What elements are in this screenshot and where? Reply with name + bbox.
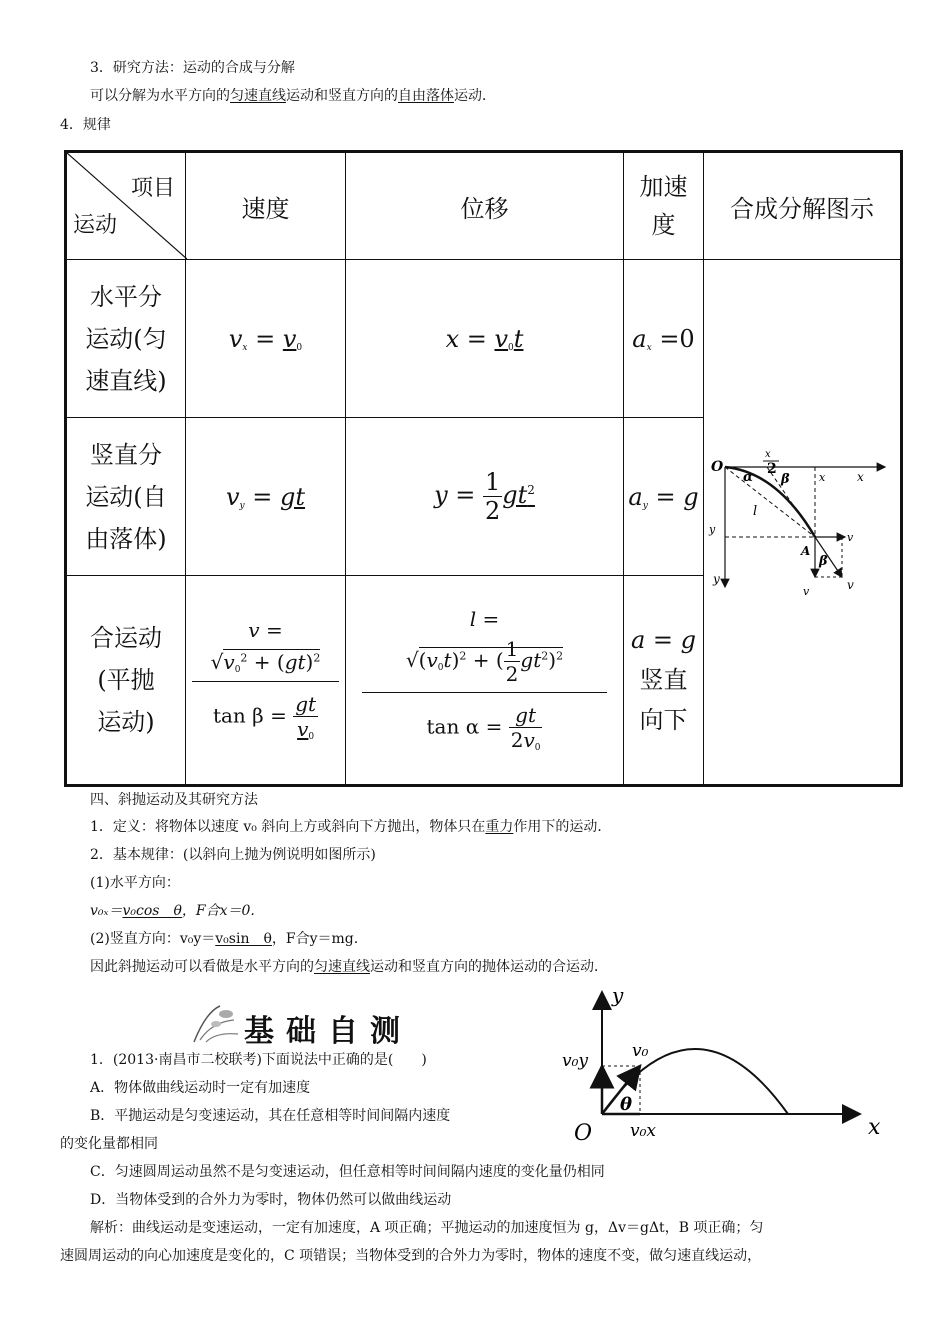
beta-label: β (781, 472, 790, 487)
header-motion: 运动 (73, 213, 118, 238)
text: 运动(匀 (85, 324, 167, 353)
header-displacement: 位移 (346, 152, 624, 260)
x-axis-label: x (868, 1115, 881, 1140)
horizontal-eq (90, 901, 255, 921)
blank-answer: v₀sin θ (215, 931, 272, 947)
option-b-cont: 的变化量都相同 (60, 1136, 158, 1152)
v-formula: v = $√v_0^2 + (gt)^2$ tan β = $\frac{gt}{v_0}$ (186, 576, 346, 786)
option-b: B．平抛运动是匀变速运动，其在任意相等时间间隔内速度 (90, 1108, 451, 1124)
conclusion-line (90, 957, 608, 977)
row-combined (66, 576, 186, 786)
text: 因此斜抛运动可以看做是水平方向的 (90, 959, 314, 975)
question-1: 1．(2013·南昌市二校联考)下面说法中正确的是( ) (90, 1052, 427, 1068)
text: (2)竖直方向：v₀y＝ (90, 931, 216, 947)
vx-label: v (847, 531, 854, 544)
rule-line: 2．基本规律：(以斜向上抛为例说明如图所示) (90, 847, 376, 863)
text: 运动． (454, 88, 496, 104)
text: (平抛 (97, 666, 155, 694)
text: 向下 (639, 706, 688, 734)
diag-header (66, 152, 186, 260)
ya-label: y (709, 523, 716, 536)
text: 竖直 (639, 666, 688, 694)
tan-alpha-text: tan α = (426, 714, 503, 739)
a-label: A (801, 544, 811, 558)
option-c: C．匀速圆周运动虽然不是匀变速运动，但任意相等时间间隔内速度的变化量仍相同 (90, 1164, 605, 1180)
alpha-label: α (743, 470, 754, 485)
ay-formula: $a_y = g$ (624, 418, 704, 576)
vy-label: v (803, 585, 810, 598)
definition-line (90, 817, 611, 837)
text: v₀ₓ＝ (90, 903, 123, 919)
orchid-icon (186, 1002, 246, 1046)
analysis-1: 解析：曲线运动是变速运动，一定有加速度，A 项正确；平抛运动的加速度恒为 g，Δv＝gΔt，B 项正确；匀 (90, 1220, 764, 1236)
analysis-2: 速圆周运动的向心加速度是变化的，C 项错误；当物体受到的合外力为零时，物体的速度不变，做匀速直线运动， (60, 1248, 762, 1264)
vertical-eq (90, 929, 358, 949)
text: 加速 (639, 173, 688, 201)
decomposition-figure-cell (704, 260, 902, 786)
x-formula: $x = v_0t$ (346, 260, 624, 418)
ax-formula: $a_x =0$ (624, 260, 704, 418)
text: ，F合y＝mg. (271, 931, 359, 947)
text: 运动和竖直方向的 (286, 88, 398, 104)
header-figure: 合成分解图示 (704, 152, 902, 260)
text: 1．定义：将物体以速度 v₀ 斜向上方或斜向下方抛出，物体只在 (90, 819, 486, 835)
header-acceleration (624, 152, 704, 260)
blank-answer: 匀速直线 (314, 959, 370, 975)
beta2-label: β (819, 554, 828, 569)
blank-answer: 匀速直线 (230, 88, 286, 104)
a-formula: a = g 竖直 向下 (624, 576, 704, 786)
v0-label: v₀ (632, 1041, 649, 1061)
xa2-den: 2 (767, 461, 777, 477)
x-axis-label: x (857, 470, 864, 484)
self-test-banner (186, 1002, 428, 1049)
y-formula: y = $\frac{1}{2}$ $gt^2$ (346, 418, 624, 576)
blank-answer: 自由落体 (398, 88, 454, 104)
method-line: 3．研究方法：运动的合成与分解 (90, 60, 295, 76)
text: 度 (651, 211, 676, 239)
option-d: D．当物体受到的合外力为零时，物体仍然可以做曲线运动 (90, 1192, 452, 1208)
text: 竖直分 (90, 440, 162, 469)
oblique-projectile-figure (560, 984, 890, 1144)
text: 由落体) (85, 524, 167, 553)
theta-label: θ (620, 1094, 633, 1115)
text: ，F合x＝0. (181, 903, 255, 919)
v-label: v (847, 578, 854, 592)
v0x-label: v₀x (630, 1121, 657, 1141)
text: 运动和竖直方向的抛体运动的合运动． (370, 959, 608, 975)
text: 可以分解为水平方向的 (90, 88, 230, 104)
horizontal-dir: (1)水平方向： (90, 875, 180, 891)
text: 合运动 (90, 624, 162, 652)
row-vertical (66, 418, 186, 576)
section-title: 四、斜抛运动及其研究方法 (90, 792, 258, 808)
y-axis-label: y (612, 984, 624, 1007)
row-horizontal (66, 260, 186, 418)
tan-beta-text: tan β = (212, 703, 287, 728)
header-item: 项目 (130, 176, 175, 201)
v0y-label: v₀y (562, 1051, 589, 1071)
vx-formula: $v_x = v_0$ (186, 260, 346, 418)
text: 水平分 (90, 282, 162, 311)
text: 运动(自 (85, 482, 167, 511)
law-heading: 4．规律 (60, 117, 111, 133)
y-axis-label: y (713, 572, 720, 586)
vy-formula: $v_y$ = gt (186, 418, 346, 576)
option-a: A．物体做曲线运动时一定有加速度 (90, 1080, 311, 1096)
origin-label: O (574, 1121, 593, 1144)
blank-answer: 重力 (485, 819, 514, 835)
l-formula: l = $√(v_0t)^2$ + ( $\frac{1}{2}$ $gt^2)^2$ tan α = $\frac{gt}{2v_0}$ (346, 576, 624, 786)
xa-label: x (819, 471, 826, 484)
decomposition-figure (707, 437, 897, 607)
decompose-line (90, 86, 496, 106)
origin-label: O (711, 459, 724, 475)
text: 运动) (97, 708, 155, 736)
l-label: l (753, 504, 758, 519)
banner-text: 基础自测 (244, 1014, 412, 1049)
header-speed: 速度 (186, 152, 346, 260)
xa2-num: x (765, 449, 771, 460)
blank-answer: v₀cos θ (122, 903, 182, 919)
law-table (64, 150, 903, 787)
text: 速直线) (85, 366, 167, 395)
text: 作用下的运动． (513, 819, 612, 835)
